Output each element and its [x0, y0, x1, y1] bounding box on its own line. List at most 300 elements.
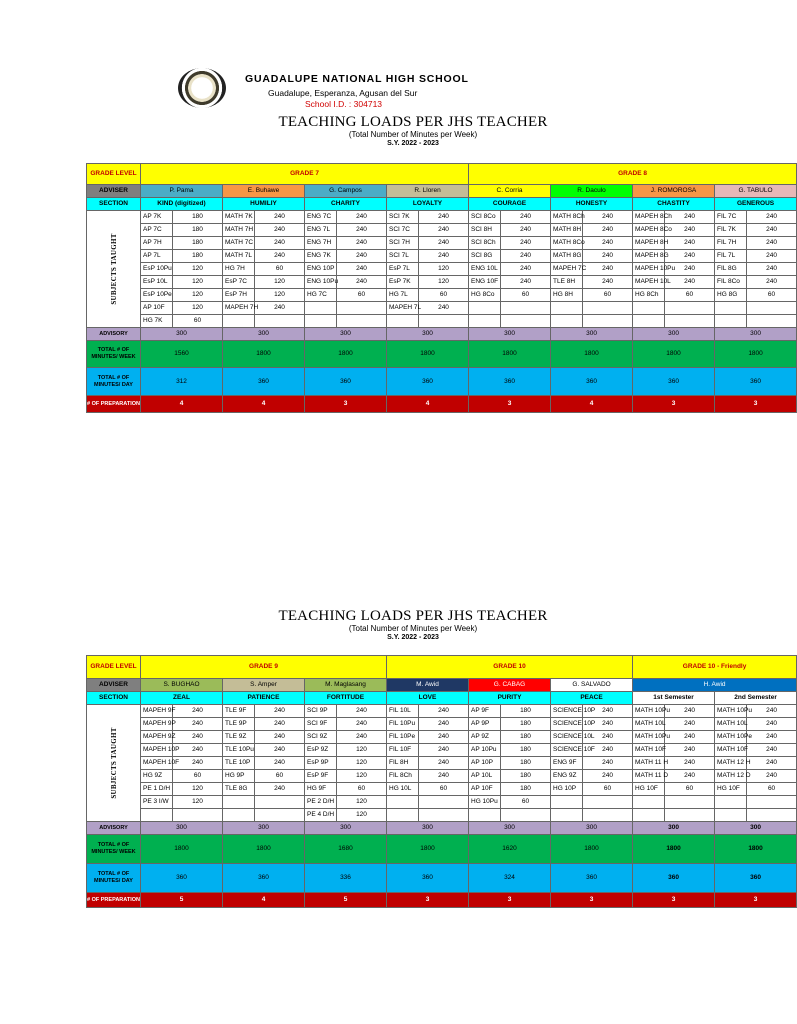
- subject-name: AP 7K: [141, 211, 173, 224]
- subject-name: [633, 809, 665, 822]
- subject-name: [469, 315, 501, 328]
- subject-minutes: 180: [501, 770, 551, 783]
- total-day-label: TOTAL # OF MINUTES/ DAY: [87, 864, 141, 893]
- subject-name: ENG 7L: [305, 224, 337, 237]
- adviser-name: E. Buhawe: [223, 185, 305, 198]
- subject-minutes: 240: [665, 757, 715, 770]
- subject-name: FIL 7L: [715, 250, 747, 263]
- subject-minutes: 240: [665, 705, 715, 718]
- subject-minutes: 240: [583, 705, 633, 718]
- subject-minutes: 240: [419, 744, 469, 757]
- subject-minutes: 120: [337, 796, 387, 809]
- subject-minutes: 60: [583, 783, 633, 796]
- adviser-name: R. Lloren: [387, 185, 469, 198]
- subject-minutes: 240: [419, 718, 469, 731]
- subject-name: MATH 7L: [223, 250, 255, 263]
- subject-name: SCI 8Ch: [469, 237, 501, 250]
- subject-minutes: 240: [173, 705, 223, 718]
- subject-minutes: [665, 302, 715, 315]
- subject-minutes: 180: [501, 731, 551, 744]
- subject-minutes: 240: [747, 263, 797, 276]
- summary-value: 360: [223, 864, 305, 893]
- section-name: PATIENCE: [223, 692, 305, 705]
- subject-minutes: 60: [747, 289, 797, 302]
- summary-value: 4: [223, 893, 305, 908]
- subject-minutes: 120: [419, 263, 469, 276]
- subject-minutes: [747, 315, 797, 328]
- subject-minutes: 240: [583, 276, 633, 289]
- subject-minutes: 240: [583, 250, 633, 263]
- subject-name: MATH 8G: [551, 250, 583, 263]
- summary-value: 300: [305, 328, 387, 341]
- school-address: Guadalupe, Esperanza, Agusan del Sur: [268, 88, 418, 98]
- grade-header: GRADE 7: [141, 164, 469, 185]
- subject-minutes: 120: [173, 796, 223, 809]
- subject-minutes: 120: [337, 744, 387, 757]
- subject-name: [469, 302, 501, 315]
- subject-name: MATH 10L: [633, 718, 665, 731]
- table-row: [87, 731, 797, 744]
- subject-name: MAPEH 10F: [141, 757, 173, 770]
- summary-value: 1800: [141, 835, 223, 864]
- school-year: S.Y. 2022 - 2023: [387, 140, 439, 147]
- subject-name: [633, 796, 665, 809]
- subject-name: MATH 7K: [223, 211, 255, 224]
- subjects-taught-label: [87, 705, 141, 822]
- summary-value: 300: [141, 822, 223, 835]
- subject-minutes: 240: [255, 718, 305, 731]
- preparation-label: # OF PREPARATION: [87, 893, 141, 908]
- subject-minutes: 240: [337, 224, 387, 237]
- subject-name: EsP 9Z: [305, 744, 337, 757]
- subject-minutes: 240: [173, 744, 223, 757]
- advisory-label: ADVISORY: [87, 328, 141, 341]
- subject-name: [223, 315, 255, 328]
- subject-name: SCI 8G: [469, 250, 501, 263]
- subject-name: HG 8H: [551, 289, 583, 302]
- school-name: GUADALUPE NATIONAL HIGH SCHOOL: [245, 73, 469, 85]
- subject-minutes: [583, 796, 633, 809]
- section-name: LOYALTY: [387, 198, 469, 211]
- subject-minutes: 240: [501, 250, 551, 263]
- subject-name: HG 10F: [633, 783, 665, 796]
- subject-name: [387, 315, 419, 328]
- subject-minutes: 60: [255, 770, 305, 783]
- subject-minutes: [747, 796, 797, 809]
- subject-minutes: 240: [255, 224, 305, 237]
- subject-minutes: [665, 315, 715, 328]
- subject-minutes: 240: [419, 237, 469, 250]
- subject-minutes: 240: [583, 224, 633, 237]
- subject-minutes: 240: [501, 276, 551, 289]
- subject-minutes: 240: [255, 302, 305, 315]
- subject-minutes: 60: [665, 783, 715, 796]
- subject-name: ENG 9F: [551, 757, 583, 770]
- subject-name: [141, 809, 173, 822]
- subject-minutes: [419, 796, 469, 809]
- table-row: [87, 224, 797, 237]
- subject-name: FIL 8H: [387, 757, 419, 770]
- total-week-label: TOTAL # OF MINUTES/ WEEK: [87, 835, 141, 864]
- section-name: 1st Semester: [633, 692, 715, 705]
- subject-name: EsP 10L: [141, 276, 173, 289]
- subject-minutes: 240: [337, 731, 387, 744]
- subject-minutes: 240: [255, 237, 305, 250]
- subject-name: FIL 8G: [715, 263, 747, 276]
- subject-name: SCI 8Co: [469, 211, 501, 224]
- section-name: LOVE: [387, 692, 469, 705]
- subject-name: SCIENCE 10F: [551, 744, 583, 757]
- summary-value: 360: [551, 368, 633, 396]
- subject-minutes: 240: [337, 276, 387, 289]
- subject-name: SCI 9F: [305, 718, 337, 731]
- subject-minutes: 180: [501, 783, 551, 796]
- school-id: School I.D. : 304713: [305, 99, 383, 109]
- summary-value: 300: [469, 328, 551, 341]
- subject-minutes: 60: [419, 289, 469, 302]
- subject-minutes: 240: [665, 718, 715, 731]
- subject-minutes: 240: [747, 211, 797, 224]
- summary-value: 4: [387, 396, 469, 413]
- subject-minutes: 240: [501, 263, 551, 276]
- subject-name: HG 8Ch: [633, 289, 665, 302]
- subject-name: EsP 9F: [305, 770, 337, 783]
- subject-minutes: 240: [747, 224, 797, 237]
- subject-name: AP 7H: [141, 237, 173, 250]
- subject-name: AP 10F: [469, 783, 501, 796]
- subject-name: AP 7C: [141, 224, 173, 237]
- subject-name: HG 8Co: [469, 289, 501, 302]
- subject-name: SCI 7L: [387, 250, 419, 263]
- subject-name: TLE 10P: [223, 757, 255, 770]
- subject-minutes: 240: [583, 718, 633, 731]
- subject-minutes: 240: [665, 224, 715, 237]
- subject-minutes: 120: [255, 289, 305, 302]
- subject-minutes: [173, 809, 223, 822]
- subject-name: SCI 9P: [305, 705, 337, 718]
- subject-minutes: 240: [583, 770, 633, 783]
- subject-minutes: [255, 809, 305, 822]
- subject-name: FIL 7H: [715, 237, 747, 250]
- total-week-row: [87, 835, 797, 864]
- subject-name: MAPEH 7H: [223, 302, 255, 315]
- subject-minutes: 240: [255, 783, 305, 796]
- subject-name: EsP 7C: [223, 276, 255, 289]
- total-day-label: TOTAL # OF MINUTES/ DAY: [87, 368, 141, 396]
- subject-name: [551, 796, 583, 809]
- subject-minutes: 240: [419, 757, 469, 770]
- subject-minutes: [583, 302, 633, 315]
- summary-value: 300: [715, 328, 797, 341]
- subject-name: AP 10F: [141, 302, 173, 315]
- subject-minutes: 60: [419, 783, 469, 796]
- subject-minutes: 180: [501, 705, 551, 718]
- summary-value: 1680: [305, 835, 387, 864]
- advisory-row: [87, 822, 797, 835]
- subject-name: [715, 302, 747, 315]
- subject-name: ENG 7H: [305, 237, 337, 250]
- grade-header: GRADE 9: [141, 656, 387, 679]
- section-name: HUMILIY: [223, 198, 305, 211]
- subject-name: MAPEH 7C: [551, 263, 583, 276]
- adviser-name: R. Daculo: [551, 185, 633, 198]
- sheet-subtitle: (Total Number of Minutes per Week): [348, 624, 478, 633]
- section-name: KIND (digitized): [141, 198, 223, 211]
- teaching-load-table: [86, 655, 797, 908]
- subject-name: HG 7K: [141, 315, 173, 328]
- subject-minutes: [747, 302, 797, 315]
- table-row: [87, 250, 797, 263]
- adviser-name: S. Amper: [223, 679, 305, 692]
- total-week-row: [87, 341, 797, 368]
- adviser-name: G. TABULO: [715, 185, 797, 198]
- subject-minutes: [583, 315, 633, 328]
- subject-name: HG 9F: [305, 783, 337, 796]
- summary-value: 300: [141, 328, 223, 341]
- summary-value: 5: [141, 893, 223, 908]
- subject-minutes: [501, 315, 551, 328]
- subject-minutes: 240: [337, 250, 387, 263]
- subject-name: MAPEH 9P: [141, 718, 173, 731]
- subject-minutes: 240: [583, 263, 633, 276]
- subject-minutes: 240: [255, 731, 305, 744]
- subject-minutes: 240: [419, 302, 469, 315]
- subject-minutes: 240: [665, 731, 715, 744]
- subject-minutes: 180: [173, 237, 223, 250]
- subject-name: FIL 8Ch: [387, 770, 419, 783]
- section-name: HONESTY: [551, 198, 633, 211]
- summary-value: 360: [223, 368, 305, 396]
- subject-name: EsP 7K: [387, 276, 419, 289]
- subject-minutes: 240: [747, 718, 797, 731]
- summary-value: 336: [305, 864, 387, 893]
- subject-minutes: 60: [337, 289, 387, 302]
- total-week-label: TOTAL # OF MINUTES/ WEEK: [87, 341, 141, 368]
- school-header: [0, 64, 768, 114]
- subject-minutes: 240: [583, 744, 633, 757]
- summary-value: 300: [551, 822, 633, 835]
- subject-minutes: 240: [583, 731, 633, 744]
- summary-value: 1620: [469, 835, 551, 864]
- subject-name: MATH 7C: [223, 237, 255, 250]
- subject-minutes: 240: [501, 237, 551, 250]
- subject-name: HG 7H: [223, 263, 255, 276]
- preparation-label: # OF PREPARATION: [87, 396, 141, 413]
- subject-minutes: 240: [501, 211, 551, 224]
- subject-minutes: 240: [665, 276, 715, 289]
- subject-name: FIL 7K: [715, 224, 747, 237]
- subject-name: HG 10L: [387, 783, 419, 796]
- subject-name: MATH 10L: [715, 718, 747, 731]
- summary-value: 300: [223, 328, 305, 341]
- subject-name: AP 10Pu: [469, 744, 501, 757]
- section-name: PURITY: [469, 692, 551, 705]
- adviser-name: G. SALVADO: [551, 679, 633, 692]
- subject-name: ENG 10Pu: [305, 276, 337, 289]
- subject-name: [223, 796, 255, 809]
- advisory-row: [87, 328, 797, 341]
- subject-minutes: 240: [583, 757, 633, 770]
- subject-name: MATH 8Co: [551, 237, 583, 250]
- subject-minutes: 60: [665, 289, 715, 302]
- subject-name: TLE 8H: [551, 276, 583, 289]
- subject-minutes: 240: [255, 211, 305, 224]
- subject-name: FIL 7C: [715, 211, 747, 224]
- subjects-taught-label: [87, 211, 141, 328]
- subject-name: AP 9P: [469, 718, 501, 731]
- summary-value: 300: [551, 328, 633, 341]
- subject-minutes: 240: [255, 705, 305, 718]
- subject-minutes: 60: [583, 289, 633, 302]
- subject-name: HG 9Z: [141, 770, 173, 783]
- subject-minutes: 240: [665, 263, 715, 276]
- advisory-label: ADVISORY: [87, 822, 141, 835]
- subject-name: SCIENCE 10P: [551, 705, 583, 718]
- subject-name: [305, 315, 337, 328]
- total-day-row: [87, 864, 797, 893]
- section-name: COURAGE: [469, 198, 551, 211]
- table-row: [87, 263, 797, 276]
- summary-value: 312: [141, 368, 223, 396]
- summary-value: 360: [305, 368, 387, 396]
- subject-name: SCI 7H: [387, 237, 419, 250]
- subject-name: HG 10Pu: [469, 796, 501, 809]
- subject-name: [551, 809, 583, 822]
- table-row: [87, 276, 797, 289]
- subject-name: SCIENCE 10L: [551, 731, 583, 744]
- table-row: [87, 770, 797, 783]
- subject-minutes: 60: [747, 783, 797, 796]
- table-row: [87, 237, 797, 250]
- subject-minutes: 240: [747, 250, 797, 263]
- subject-minutes: [665, 809, 715, 822]
- summary-value: 4: [551, 396, 633, 413]
- subject-name: MAPEH 8G: [633, 250, 665, 263]
- subject-name: [223, 809, 255, 822]
- subjects-taught-text: SUBJECTS TAUGHT: [109, 233, 118, 305]
- total-day-row: [87, 368, 797, 396]
- section-label: SECTION: [87, 692, 141, 705]
- subject-name: FIL 10F: [387, 744, 419, 757]
- table-row: [87, 757, 797, 770]
- summary-value: 300: [715, 822, 797, 835]
- subject-name: SCI 7K: [387, 211, 419, 224]
- subject-minutes: 120: [337, 757, 387, 770]
- section-label: SECTION: [87, 198, 141, 211]
- summary-value: 1800: [387, 341, 469, 368]
- section-name: ZEAL: [141, 692, 223, 705]
- subject-name: [305, 302, 337, 315]
- subject-name: [469, 809, 501, 822]
- subject-minutes: 240: [173, 718, 223, 731]
- subject-name: PE 3 I/W: [141, 796, 173, 809]
- subject-minutes: 240: [419, 770, 469, 783]
- adviser-label: ADVISER: [87, 679, 141, 692]
- sheet-title: TEACHING LOADS PER JHS TEACHER: [278, 608, 548, 624]
- subject-minutes: 60: [501, 796, 551, 809]
- subject-minutes: 120: [337, 770, 387, 783]
- summary-value: 1560: [141, 341, 223, 368]
- subject-name: MAPEH 9Z: [141, 731, 173, 744]
- subject-name: ENG 10L: [469, 263, 501, 276]
- summary-value: 1800: [469, 341, 551, 368]
- summary-value: 300: [387, 328, 469, 341]
- subject-minutes: 60: [173, 770, 223, 783]
- subject-name: MATH 12 D: [715, 770, 747, 783]
- summary-value: 360: [715, 368, 797, 396]
- sheet-title: TEACHING LOADS PER JHS TEACHER: [278, 114, 548, 130]
- table-row: [87, 289, 797, 302]
- subject-minutes: 240: [747, 276, 797, 289]
- summary-value: 1800: [551, 341, 633, 368]
- table-row: [87, 744, 797, 757]
- subject-minutes: 120: [173, 302, 223, 315]
- subject-name: [715, 796, 747, 809]
- subject-name: [551, 315, 583, 328]
- subject-minutes: 60: [501, 289, 551, 302]
- summary-value: 300: [633, 328, 715, 341]
- subject-minutes: 120: [255, 276, 305, 289]
- table-row: [87, 783, 797, 796]
- subject-minutes: [747, 809, 797, 822]
- subject-minutes: 240: [747, 731, 797, 744]
- subject-minutes: [419, 809, 469, 822]
- subject-name: SCI 9Z: [305, 731, 337, 744]
- subject-name: PE 2 D/H: [305, 796, 337, 809]
- subject-name: MATH 10Pu: [715, 705, 747, 718]
- subject-name: HG 7C: [305, 289, 337, 302]
- subject-minutes: 120: [173, 263, 223, 276]
- table-row: [87, 315, 797, 328]
- preparation-row: [87, 396, 797, 413]
- adviser-name: M. Maglasang: [305, 679, 387, 692]
- summary-value: 3: [633, 893, 715, 908]
- subject-minutes: 120: [173, 276, 223, 289]
- subject-minutes: 240: [501, 224, 551, 237]
- summary-value: 360: [387, 864, 469, 893]
- section-name: 2nd Semester: [715, 692, 797, 705]
- subject-name: EsP 7H: [223, 289, 255, 302]
- subject-minutes: 60: [173, 315, 223, 328]
- subject-minutes: 60: [337, 783, 387, 796]
- subject-name: MAPEH 10Pu: [633, 263, 665, 276]
- subject-minutes: 180: [173, 250, 223, 263]
- subject-minutes: 240: [173, 731, 223, 744]
- summary-value: 1800: [223, 835, 305, 864]
- summary-value: 4: [141, 396, 223, 413]
- table-row: [87, 211, 797, 224]
- summary-value: 3: [305, 396, 387, 413]
- subject-minutes: [583, 809, 633, 822]
- subject-name: EsP 10Pe: [141, 289, 173, 302]
- subject-minutes: 240: [665, 211, 715, 224]
- subject-minutes: [665, 796, 715, 809]
- adviser-name: H. Awid: [633, 679, 797, 692]
- subject-name: AP 9Z: [469, 731, 501, 744]
- subject-name: ENG 7C: [305, 211, 337, 224]
- table-row: [87, 302, 797, 315]
- summary-value: 300: [633, 822, 715, 835]
- sheet-subtitle: (Total Number of Minutes per Week): [348, 130, 478, 139]
- subject-name: MATH 11 H: [633, 757, 665, 770]
- subject-minutes: 120: [419, 276, 469, 289]
- adviser-name: P. Pama: [141, 185, 223, 198]
- subject-name: ENG 7K: [305, 250, 337, 263]
- grade-level-label: GRADE LEVEL: [87, 164, 141, 185]
- adviser-name: M. Awid: [387, 679, 469, 692]
- subject-minutes: 180: [501, 744, 551, 757]
- subject-minutes: 240: [665, 744, 715, 757]
